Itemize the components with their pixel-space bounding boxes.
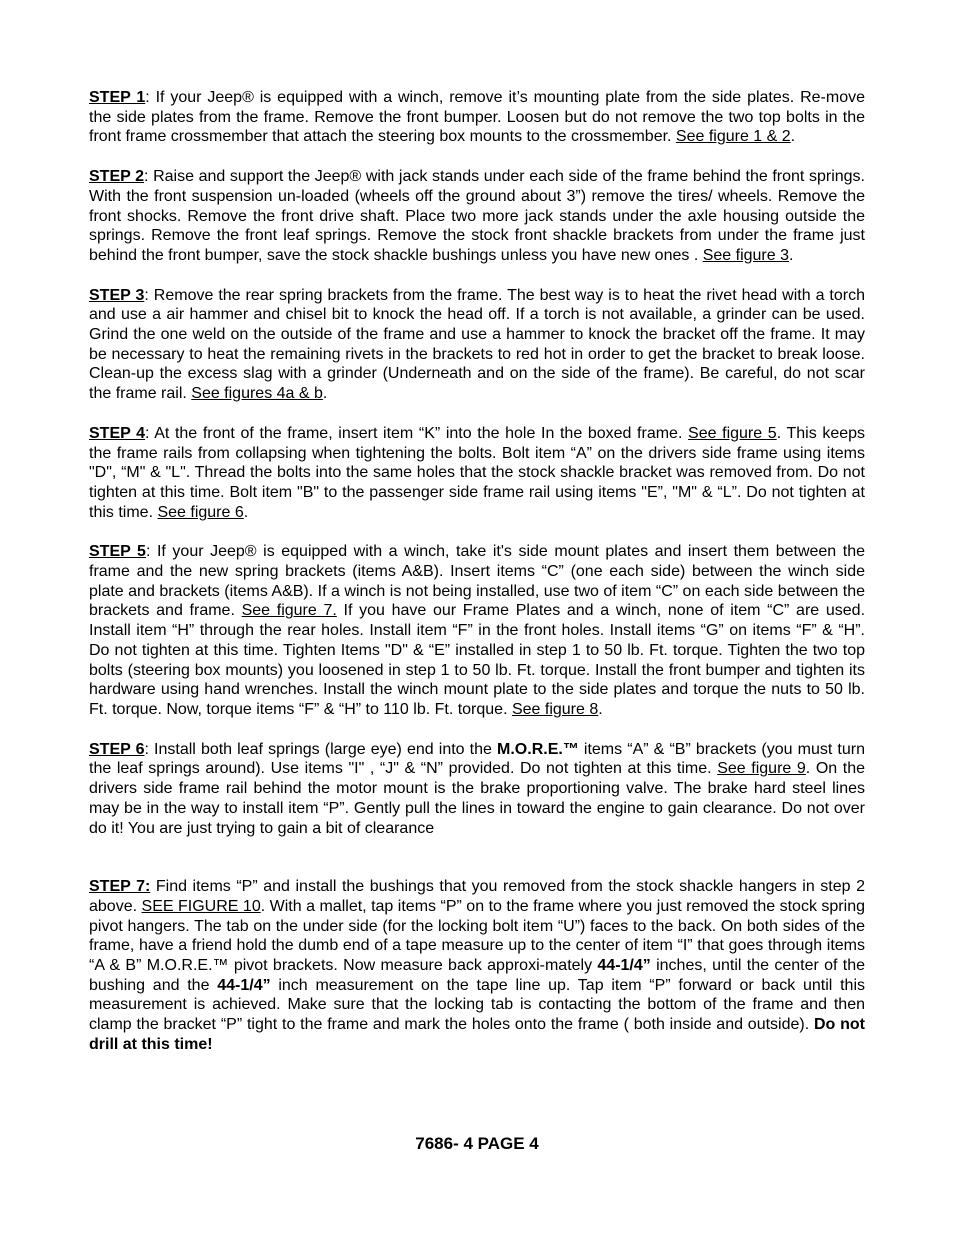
step-7 — [89, 877, 865, 1054]
step-3 — [89, 286, 865, 404]
step-text: . — [789, 246, 794, 264]
step-label: STEP 1 — [89, 89, 146, 106]
figure-reference: See figure 6 — [157, 503, 244, 521]
step-text: . — [598, 700, 603, 718]
emphasis-text: Do not drill at this time! — [89, 1016, 865, 1053]
step-text: items “A” & “B” brackets (you must turn the leaf springs around). Use items "I" , “J" & “N” provided. Do not tighten at this time. — [89, 740, 866, 778]
step-label: STEP 3 — [89, 286, 145, 304]
step-label: STEP 5 — [89, 543, 146, 561]
step-text: : Raise and support the Jeep® with jack stands under each side of the frame behind the front springs. With the front suspension un-loaded (wheels off the ground about 3”) remove the tires/ wheels. Remove the front shocks. Remove the front drive shaft. Place two more jack stands under the axle housing outside the springs. Remove the front leaf springs. Remove the stock front shackle brackets from under the frame just behind the front bumper, save the stock shackle bushings unless you have new ones . — [89, 168, 866, 264]
step-text: : If your Jeep® is equipped with a winch, remove it’s mounting plate from the side plates. Re-move the side plates from the frame. Remove the front bumper. Loosen but do not remove the two top bolts in the front frame crossmember that attach the steering box mounts to the crossmember. — [89, 89, 866, 146]
figure-reference: See figure 7. — [241, 602, 337, 620]
emphasis-text: 44-1/4” — [597, 957, 651, 975]
step-text: : Install both leaf springs (large eye) end into the — [144, 740, 498, 758]
step-5 — [89, 542, 865, 719]
step-text: . — [790, 128, 796, 146]
step-text: : Remove the rear spring brackets from the frame. The best way is to heat the rivet head with a torch and use a air hammer and chisel bit to knock the head off. If a torch is not available, a grinder can be used. Grind the one weld on the outside of the frame and use a hammer to knock the bracket off the frame. It may be necessary to heat the remaining rivets in the brackets to red hot in order to get the bracket to break loose. Clean-up the excess slag with a grinder (Underneath and on the side of the frame). Be careful, do not scar the frame rail. — [89, 286, 866, 403]
step-text: : If your Jeep® is equipped with a winch, take it's side mount plates and insert them between the frame and the new spring brackets (items A&B). Insert items “C” (one each side) between the winch side plate and brackets (items A&B). If a winch is not being installed, use two of item “C” on each side between the brackets and frame. — [89, 543, 866, 620]
step-text: . With a mallet, tap items “P” on to the frame where you just removed the stock spring pivot hangers. The tab on the under side (for the locking bolt item “U”) faces to the back. On both sides of the frame, have a friend hold the dumb end of a tape measure up to the center of item “I” that goes through items “A & B” M.O.R.E.™ pivot brackets. Now measure back approxi-mately — [89, 897, 865, 975]
step-text: . — [322, 385, 328, 403]
step-text: . This keeps the frame rails from collapsing when tightening the bolts. Bolt item “A” on the drivers side frame using items "D", “M" & "L". Thread the bolts into the same holes that the stock shackle bracket was removed from. Do not tighten at this time. Bolt item "B" to the passenger side frame rail using items "E”, "M" & “L”. Do not tighten at this time. — [89, 424, 866, 521]
step-label: STEP 2 — [89, 168, 145, 186]
step-text: . — [243, 503, 249, 521]
step-text: . On the drivers side frame rail behind the motor mount is the brake proportioning valve. The brake hard steel lines may be in the way to install item “P”. Gently pull the lines in toward the engine to gain clearance. Do not over do it! You are just trying to gain a bit of clearance — [89, 760, 866, 837]
step-text: : At the front of the frame, insert item “K” into the hole In the boxed frame. — [145, 424, 689, 442]
emphasis-text: 44-1/4” — [217, 976, 271, 994]
figure-reference: SEE FIGURE 10 — [141, 897, 261, 915]
figure-reference: See figure 9 — [717, 760, 806, 778]
step-text: inch measurement on the tape line up. Tap item “P” forward or back until this measurement is achieved. Make sure that the locking tab is contacting the bottom of the frame and then clamp the bracket “P” tight to the frame and mark the holes onto the frame ( both inside and outside). — [89, 976, 865, 1034]
step-label: STEP 7: — [89, 878, 151, 896]
step-1 — [89, 88, 865, 147]
step-2 — [89, 167, 865, 266]
instructions-body — [89, 88, 865, 1055]
step-4 — [89, 424, 865, 523]
step-label: STEP 4 — [89, 424, 146, 442]
figure-reference: See figure 5 — [688, 424, 777, 442]
emphasis-text: M.O.R.E.™ — [497, 740, 579, 758]
figure-reference: See figure 8 — [511, 700, 599, 718]
step-label: STEP 6 — [89, 740, 145, 758]
step-text: inches, until the center of the bushing and the — [89, 957, 866, 994]
figure-reference: See figures 4a & b — [191, 385, 323, 403]
step-text: If you have our Frame Plates and a winch, none of item “C” are used. Install item “H” through the rear holes. Install item “F” in the front holes. Install items “G” on items “F” & “H”. Do not tighten at this time. Tighten Items "D" & “E” installed in step 1 to 50 lb. Ft. torque. Tighten the two top bolts (steering box mounts) you loosened in step 1 to 50 lb. Ft. torque. Install the front bumper and tighten its hardware using hand wrenches. Install the winch mount plate to the side plates and torque the nuts to 50 lb. Ft. torque. Now, torque items “F” & “H” to 110 lb. Ft. torque. — [89, 602, 866, 718]
step-6 — [89, 740, 865, 839]
figure-reference: See figure 1 & 2 — [675, 128, 791, 146]
figure-reference: See figure 3 — [702, 246, 789, 264]
page-footer: 7686- 4 PAGE 4 — [415, 1134, 539, 1153]
step-text: Find items “P” and install the bushings that you removed from the stock shackle hangers in step 2 above. — [89, 878, 865, 915]
